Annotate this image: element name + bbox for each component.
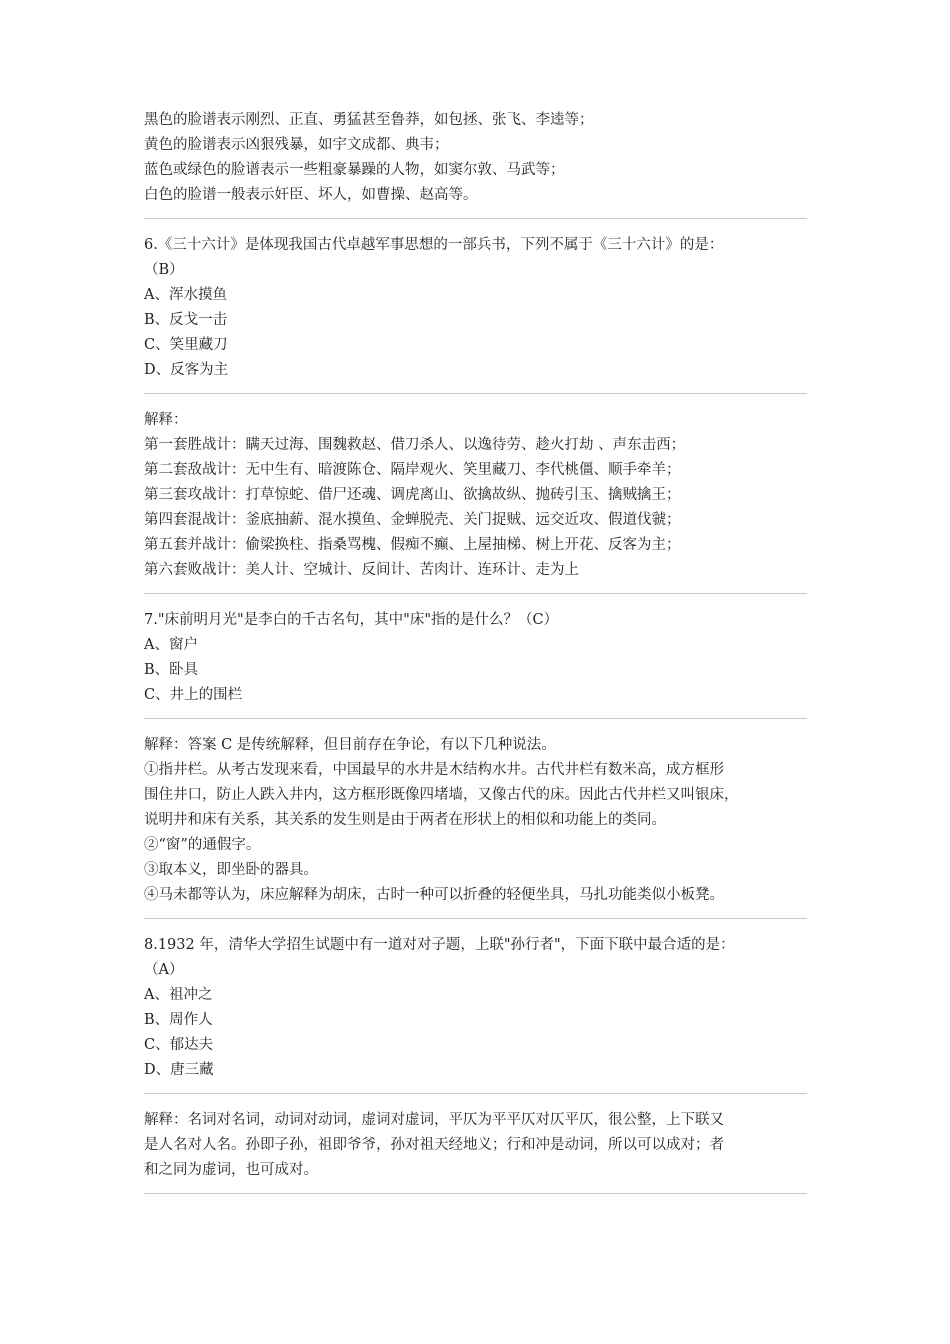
option-d: D、反客为主 xyxy=(144,362,229,378)
question-6 xyxy=(144,233,807,383)
explanation-line: ②“窗”的通假字。 xyxy=(144,837,261,853)
option-d: D、唐三藏 xyxy=(144,1062,214,1078)
option-a: A、浑水摸鱼 xyxy=(144,287,227,303)
explanation-line: 第六套败战计：美人计、空城计、反间计、苦肉计、连环计、走为上 xyxy=(144,562,579,578)
divider xyxy=(144,393,807,394)
divider xyxy=(144,593,807,594)
explanation-label: 解释： xyxy=(144,412,188,428)
explanation-line: ④马未都等认为，床应解释为胡床，古时一种可以折叠的轻便坐具，马扎功能类似小板凳。 xyxy=(144,887,724,903)
option-c: C、井上的围栏 xyxy=(144,687,243,703)
explanation-line: 第五套并战计：偷梁换柱、指桑骂槐、假痴不癫、上屋抽梯、树上开花、反客为主； xyxy=(144,537,681,553)
text-line: 蓝色或绿色的脸谱表示一些粗豪暴躁的人物，如窦尔敦、马武等； xyxy=(144,162,565,178)
question-answer: （B） xyxy=(144,262,184,278)
explanation-line: 围住井口，防止人跌入井内，这方框形既像四堵墙，又像古代的床。因此古代井栏又叫银床， xyxy=(144,787,739,803)
text-line: 白色的脸谱一般表示奸臣、坏人，如曹操、赵高等。 xyxy=(144,187,478,203)
explanation-line: ③取本义，即坐卧的器具。 xyxy=(144,862,318,878)
question-8 xyxy=(144,933,807,1083)
question-text: 6.《三十六计》是体现我国古代卓越军事思想的一部兵书，下列不属于《三十六计》的是： xyxy=(144,237,724,253)
divider xyxy=(144,218,807,219)
option-b: B、周作人 xyxy=(144,1012,213,1028)
explanation-6 xyxy=(144,408,807,583)
explanation-line: 解释：答案 C 是传统解释，但目前存在争论，有以下几种说法。 xyxy=(144,737,556,753)
explanation-8 xyxy=(144,1108,807,1183)
explanation-line: 是人名对人名。孙即子孙，祖即爷爷，孙对祖天经地义；行和冲是动词，所以可以成对；者 xyxy=(144,1137,724,1153)
option-a: A、祖冲之 xyxy=(144,987,213,1003)
explanation-line: 第四套混战计：釜底抽薪、混水摸鱼、金蝉脱壳、关门捉贼、远交近攻、假道伐虢； xyxy=(144,512,681,528)
text-line: 黑色的脸谱表示刚烈、正直、勇猛甚至鲁莽，如包拯、张飞、李逵等； xyxy=(144,112,594,128)
divider xyxy=(144,1193,807,1194)
explanation-line: 说明井和床有关系，其关系的发生则是由于两者在形状上的相似和功能上的类同。 xyxy=(144,812,666,828)
option-c: C、笑里藏刀 xyxy=(144,337,228,353)
divider xyxy=(144,718,807,719)
explanation-line: 第三套攻战计：打草惊蛇、借尸还魂、调虎离山、欲擒故纵、抛砖引玉、擒贼擒王； xyxy=(144,487,681,503)
text-line: 黄色的脸谱表示凶狠残暴，如宇文成都、典韦； xyxy=(144,137,449,153)
explanation-line: 第二套敌战计：无中生有、暗渡陈仓、隔岸观火、笑里藏刀、李代桃僵、顺手牵羊； xyxy=(144,462,681,478)
question-answer: （A） xyxy=(144,962,184,978)
facial-makeup-section xyxy=(144,108,807,208)
option-c: C、郁达夫 xyxy=(144,1037,214,1053)
explanation-line: 和之同为虚词，也可成对。 xyxy=(144,1162,318,1178)
explanation-line: ①指井栏。从考古发现来看，中国最早的水井是木结构水井。古代井栏有数米高，成方框形 xyxy=(144,762,724,778)
option-b: B、卧具 xyxy=(144,662,199,678)
divider xyxy=(144,1093,807,1094)
question-text: 7."床前明月光"是李白的千古名句，其中"床"指的是什么？（C） xyxy=(144,612,559,628)
explanation-line: 第一套胜战计：瞒天过海、围魏救赵、借刀杀人、以逸待劳、趁火打劫 、声东击西； xyxy=(144,437,686,453)
option-b: B、反戈一击 xyxy=(144,312,228,328)
question-7 xyxy=(144,608,807,708)
document-page xyxy=(144,108,807,1208)
option-a: A、窗户 xyxy=(144,637,198,653)
question-text: 8.1932 年，清华大学招生试题中有一道对对子题，上联"孙行者"，下面下联中最合适的是： xyxy=(144,937,735,953)
explanation-7 xyxy=(144,733,807,908)
divider xyxy=(144,918,807,919)
explanation-line: 解释：名词对名词，动词对动词，虚词对虚词，平仄为平平仄对仄平仄，很公整，上下联又 xyxy=(144,1112,724,1128)
